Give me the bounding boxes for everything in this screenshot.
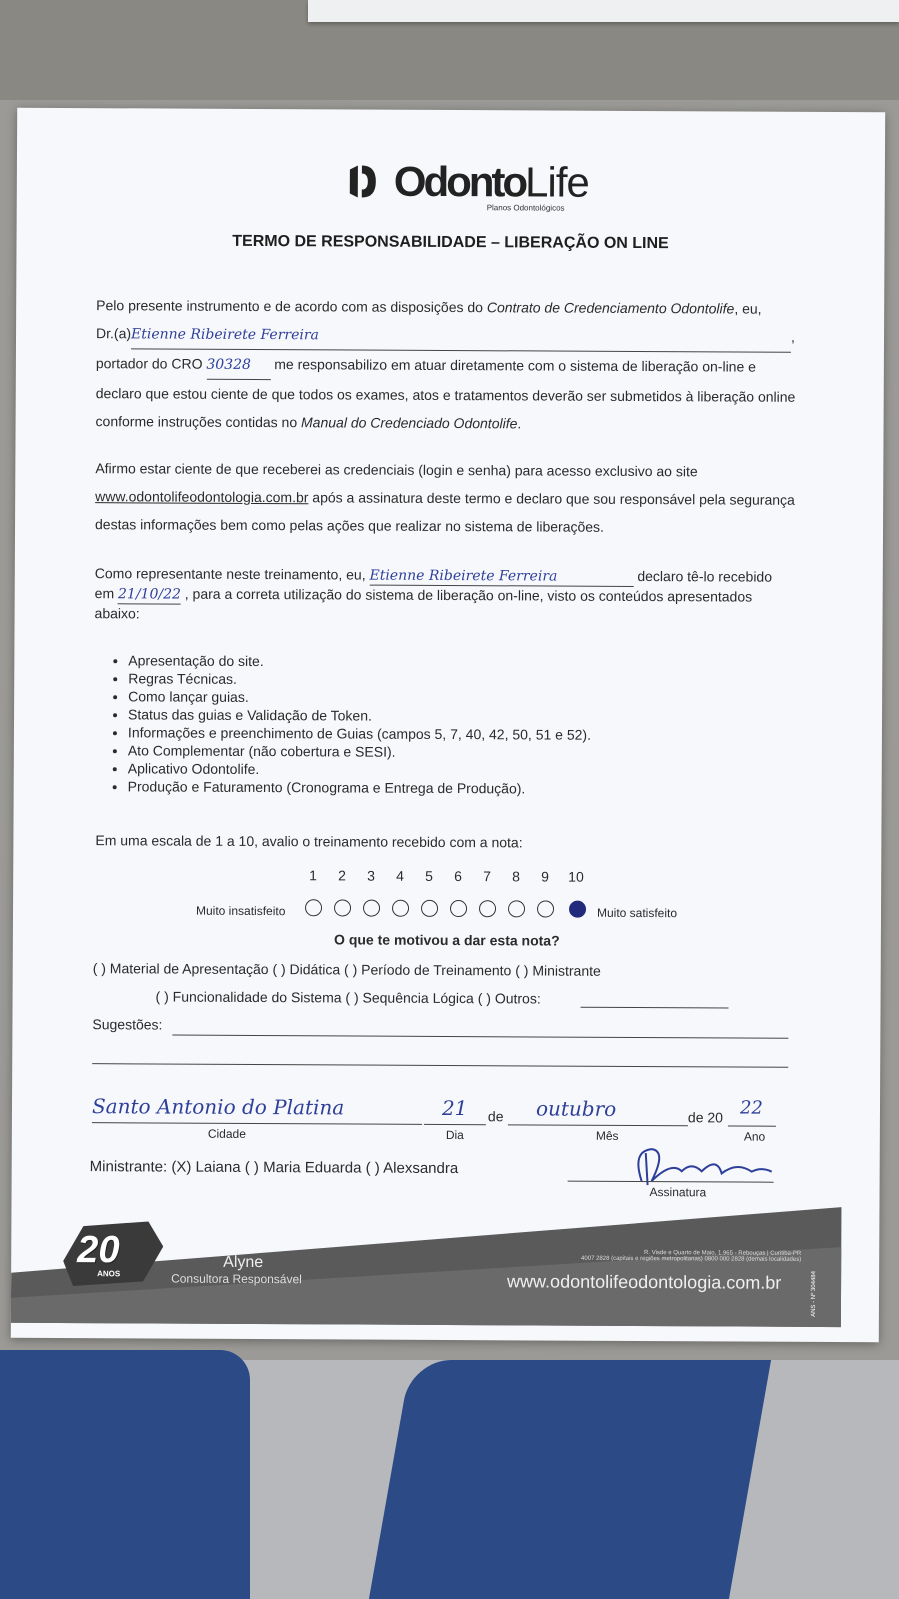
rating-radio-8[interactable] xyxy=(508,900,525,917)
leg-right xyxy=(369,1360,771,1599)
suggestions-line-1[interactable] xyxy=(172,1035,788,1039)
scale-number: 1 xyxy=(309,867,318,884)
scale-number: 5 xyxy=(425,867,434,884)
month-handwritten: outubro xyxy=(535,1096,617,1121)
month-label: Mês xyxy=(595,1128,619,1143)
signature-label: Assinatura xyxy=(649,1185,707,1200)
scale-number: 4 xyxy=(396,867,405,884)
odontolife-logo xyxy=(342,157,589,218)
suggestions-label: Sugestões: xyxy=(92,1016,163,1033)
motivation-title: O que te motivou a dar esta nota? xyxy=(334,931,560,949)
day-line xyxy=(424,1124,486,1125)
trainer-option-alexsandra[interactable]: ( ) Alexsandra xyxy=(365,1159,459,1178)
other-line xyxy=(581,1007,729,1009)
scale-number: 7 xyxy=(483,868,492,885)
rating-radio-2[interactable] xyxy=(334,899,351,916)
rating-radio-10-selected[interactable] xyxy=(569,901,586,918)
list-item: • Ato Complementar (não cobertura e SESI). xyxy=(128,741,591,761)
footer-banner xyxy=(11,1203,880,1343)
leg-left xyxy=(0,1350,250,1599)
rating-radio-1[interactable] xyxy=(305,899,322,916)
list-item: • Status das guias e Validação de Token. xyxy=(128,705,591,725)
trainer-option-laiana[interactable]: (X) Laiana xyxy=(171,1158,241,1176)
anniversary-badge: 20 ANOS xyxy=(63,1221,163,1287)
scale-number: 6 xyxy=(454,868,463,885)
rating-radio-4[interactable] xyxy=(392,900,409,917)
scale-number: 2 xyxy=(338,867,347,884)
tooth-logo-icon xyxy=(342,161,392,201)
footer-website[interactable]: www.odontolifeodontologia.com.br xyxy=(507,1271,782,1293)
city-label: Cidade xyxy=(207,1126,246,1141)
scale-number: 9 xyxy=(541,868,550,885)
list-item: • Informações e preenchimento de Guias (campos 5, 7, 40, 42, 50, 51 e 52). xyxy=(128,723,591,743)
scale-high-label: Muito satisfeito xyxy=(596,905,678,921)
de-text: de xyxy=(487,1108,504,1125)
trainer-row: Ministrante: (X) Laiana ( ) Maria Eduarda ( ) Alexsandra xyxy=(89,1158,459,1178)
suggestions-line-2[interactable] xyxy=(92,1063,788,1068)
paragraph-3: Como representante neste treinamento, eu, Etienne Ribeirete Ferreira declaro tê-lo recebido em 21/10/22 , para a correta utilização do sistema de liberação on-line, visto os conteúdos apresentados abaixo: xyxy=(94,565,773,622)
list-item: • Apresentação do site. xyxy=(128,651,591,671)
city-handwritten: Santo Antonio do Platina xyxy=(91,1094,345,1120)
rating-radio-9[interactable] xyxy=(537,900,554,917)
rating-radio-3[interactable] xyxy=(363,900,380,917)
logo-tagline: Planos Odontológicos xyxy=(486,203,565,213)
year-line xyxy=(728,1125,776,1126)
list-item: • Produção e Faturamento (Cronograma e Entrega de Produção). xyxy=(128,777,591,797)
year-prefix: de 20 xyxy=(687,1109,724,1126)
rating-radio-7[interactable] xyxy=(479,900,496,917)
scale-number: 10 xyxy=(568,868,584,885)
day-handwritten: 21 xyxy=(441,1095,468,1121)
trainer-option-maria-eduarda[interactable]: ( ) Maria Eduarda xyxy=(244,1158,362,1177)
consultant-role: Consultora Responsável xyxy=(171,1271,302,1287)
city-line xyxy=(92,1122,422,1125)
year-handwritten: 22 xyxy=(739,1097,763,1119)
paragraph-1: Pelo presente instrumento e de acordo com as disposições do Contrato de Credenciamento Odontolife, eu, Dr.(a)Etienne Ribeirete Ferreira , portador do CRO 30328 me responsabilizo em atuar diretamente com o sistema de liberação on-line e declaro que estou ciente de que todos os exames, atos e tratamentos deverão ser submetidos à liberação online conforme instruções contidas no Manual do Credenciado Odontolife. xyxy=(95,297,796,432)
scale-number: 8 xyxy=(512,868,521,885)
year-label: Ano xyxy=(743,1129,766,1144)
scale-low-label: Muito insatisfeito xyxy=(195,903,286,919)
logo-wordmark: OdontoLife xyxy=(393,157,589,206)
doctor-name-field[interactable]: Etienne Ribeirete Ferreira xyxy=(131,320,791,352)
document-page xyxy=(11,108,885,1343)
month-line xyxy=(508,1124,688,1126)
list-item: • Regras Técnicas. xyxy=(128,669,591,689)
background-sheet xyxy=(308,0,899,22)
scale-number: 3 xyxy=(367,867,376,884)
list-item: • Como lançar guias. xyxy=(128,687,591,707)
motivation-options-row2[interactable]: ( ) Funcionalidade do Sistema ( ) Sequência Lógica ( ) Outros: xyxy=(155,988,541,1007)
list-item: • Aplicativo Odontolife. xyxy=(128,759,591,779)
ans-number: ANS - Nº 304484 xyxy=(810,1271,818,1317)
footer-address: R. Visde e Quarto de Maio, 1.965 - Rebouças | Curitiba-PR 4007 2828 (capitais e regiões metropolitanas) 0800 000 2828 (demais localidades) xyxy=(581,1250,802,1263)
date-field[interactable]: 21/10/22 xyxy=(117,586,181,603)
day-label: Dia xyxy=(445,1127,464,1143)
rating-question: Em uma escala de 1 a 10, avalio o treinamento recebido com a nota: xyxy=(95,832,523,851)
site-link[interactable]: www.odontolifeodontologia.com.br xyxy=(95,488,309,506)
rating-radio-6[interactable] xyxy=(450,900,467,917)
document-title: TERMO DE RESPONSABILIDADE – LIBERAÇÃO ON LINE xyxy=(232,232,669,253)
cro-field[interactable]: 30328 xyxy=(206,351,270,380)
paragraph-2: Afirmo estar ciente de que receberei as credenciais (login e senha) para acesso exclusivo ao site www.odontolifeodontologia.com.br após a assinatura deste termo e declaro que sou responsável pela segurança destas informações bem como pelas ações que realizar no sistema de liberações. xyxy=(95,460,795,535)
motivation-options-row1[interactable]: ( ) Material de Apresentação ( ) Didática ( ) Período de Treinamento ( ) Ministrante xyxy=(92,960,601,979)
rating-radio-5[interactable] xyxy=(421,900,438,917)
topics-list xyxy=(102,651,592,798)
representative-name-field[interactable]: Etienne Ribeirete Ferreira xyxy=(369,567,633,587)
consultant-name: Alyne xyxy=(223,1253,264,1272)
